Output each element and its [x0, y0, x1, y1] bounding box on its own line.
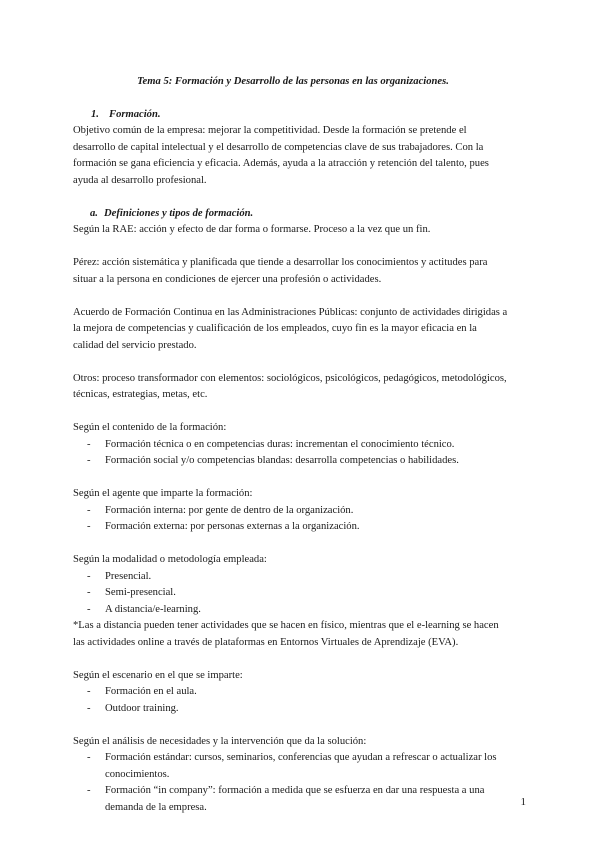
- agente-heading: Según el agente que imparte la formación:: [73, 488, 253, 499]
- modalidad-list: [73, 569, 513, 619]
- list-item: - Formación técnica o en competencias duras: incrementan el conocimiento técnico.: [73, 437, 513, 454]
- page-number: 1: [520, 796, 526, 808]
- analisis-heading: Según el análisis de necesidades y la intervención que da la solución:: [73, 735, 367, 747]
- modalidad-heading: Según la modalidad o metodología empleada:: [73, 554, 267, 565]
- agente-list: [73, 503, 513, 536]
- subsection-a-title: Definiciones y tipos de formación.: [104, 207, 254, 219]
- rae-definition: Según la RAE: acción y efecto de dar forma o formarse. Proceso a la vez que un fin.: [73, 224, 431, 235]
- section-1-number: 1.: [91, 108, 99, 120]
- list-item: - Formación externa: por personas externas a la organización.: [73, 519, 513, 536]
- section-1-heading: [73, 107, 513, 124]
- escenario-list: [73, 684, 513, 717]
- list-item: - Formación en el aula.: [73, 684, 513, 701]
- document-body: [73, 74, 513, 816]
- list-item: - Formación estándar: cursos, seminarios, conferencias que ayudan a refrescar o actualizar los conocimientos.: [73, 750, 513, 783]
- otros-definition: Otros: proceso transformador con elementos: sociológicos, psicológicos, pedagógicos, metodológicos, técnicas, estrategias, metas, etc.: [73, 372, 507, 400]
- contenido-list: [73, 437, 513, 470]
- list-item: - Outdoor training.: [73, 701, 513, 718]
- escenario-heading: Según el escenario en el que se imparte:: [73, 669, 243, 681]
- list-item: - A distancia/e-learning.: [73, 602, 513, 619]
- acuerdo-definition: Acuerdo de Formación Continua en las Administraciones Públicas: conjunto de actividades dirigidas a la mejora de competencias y cualificación de los empleados, cuyo fin es la mayor eficacia en la calidad del servicio prestado.: [73, 306, 508, 351]
- analisis-list: [73, 750, 513, 816]
- subsection-a-heading: [73, 206, 513, 223]
- subsection-a-letter: a.: [90, 207, 98, 219]
- document-title: Tema 5: Formación y Desarrollo de las personas en las organizaciones.: [137, 76, 449, 87]
- perez-definition: Pérez: acción sistemática y planificada que tiende a desarrollar los conocimientos y actitudes para situar a la persona en condiciones de ejercer una profesión o actividades.: [73, 257, 488, 285]
- list-item: - Presencial.: [73, 569, 513, 586]
- section-1-text: Objetivo común de la empresa: mejorar la competitividad. Desde la formación se pretende el desarrollo de capital intelectual y el desarrollo de competencias clave de sus trabajadores. Con la formación se gana eficiencia y eficacia. Además, ayuda a la atracción y retención del talento, pues ayuda al desarrollo profesional.: [73, 125, 489, 186]
- list-item: - Formación “in company”: formación a medida que se esfuerza en dar una respuesta a una demanda de la empresa.: [73, 783, 513, 816]
- section-1-title: Formación.: [109, 108, 161, 120]
- modalidad-note: *Las a distancia pueden tener actividades que se hacen en físico, mientras que el e-learning se hacen las actividades online a través de plataformas en Entornos Virtuales de Aprendizaje (EVA).: [73, 620, 499, 648]
- contenido-heading: Según el contenido de la formación:: [73, 422, 227, 433]
- list-item: - Semi-presencial.: [73, 585, 513, 602]
- list-item: - Formación interna: por gente de dentro de la organización.: [73, 503, 513, 520]
- list-item: - Formación social y/o competencias blandas: desarrolla competencias o habilidades.: [73, 453, 513, 470]
